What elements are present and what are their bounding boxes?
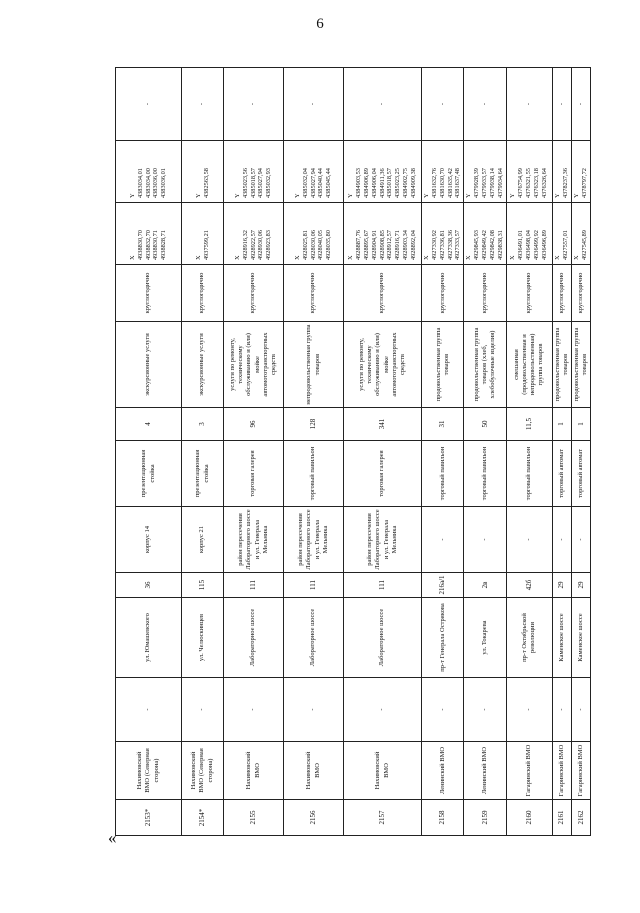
cell-house: 42б <box>506 573 552 598</box>
rotated-table-wrapper <box>115 68 588 836</box>
cell-specialization: продовольственная группа товаров <box>571 322 590 408</box>
cell-district: Нахимовский ВМО <box>284 742 344 800</box>
cell-col3: - <box>182 678 224 742</box>
table-row <box>182 68 224 836</box>
table-row <box>224 68 284 836</box>
cell-house: 115 <box>182 573 224 598</box>
cell-period: круглогодично <box>464 265 506 322</box>
cell-no: 2160 <box>506 800 552 836</box>
cell-type: торговый павильон <box>464 441 506 507</box>
cell-district: Нахимовский ВМО (Северная сторона) <box>182 742 224 800</box>
cell-district: Ленинский ВМО <box>422 742 464 800</box>
cell-street: ул. Челюскинцев <box>182 598 224 678</box>
cell-type: торговый автомат <box>571 441 590 507</box>
cell-col3: - <box>284 678 344 742</box>
cell-type: торговый павильон <box>506 441 552 507</box>
cell-landmark: - <box>464 507 506 573</box>
cell-period: круглогодично <box>422 265 464 322</box>
cell-area: 1 <box>571 408 590 441</box>
cell-period: круглогодично <box>224 265 284 322</box>
cell-type: презентационная стойка <box>182 441 224 507</box>
cell-district: Ленинский ВМО <box>464 742 506 800</box>
cell-col3: - <box>116 678 182 742</box>
cell-x: X 4929845,93 4929849,42 4929842,08 4929838,31 <box>464 203 506 265</box>
opening-quote-mark: « <box>108 828 114 847</box>
cell-area: 341 <box>344 408 422 441</box>
cell-specialization: непродовольственная группа товаров <box>284 322 344 408</box>
cell-landmark: - <box>422 507 464 573</box>
cell-landmark: район пересечения Лабораторного шоссе и ул. Генерала Мельника <box>224 507 284 573</box>
cell-last: - <box>224 68 284 141</box>
cell-area: 11,5 <box>506 408 552 441</box>
cell-house: 111 <box>284 573 344 598</box>
cell-col3: - <box>422 678 464 742</box>
cell-landmark: - <box>506 507 552 573</box>
cell-y: Y 4376754,99 4376321,55 4376323,18 4376326,64 <box>506 141 552 203</box>
cell-specialization: продовольственная группа товаров <box>552 322 571 408</box>
cell-no: 2153* <box>116 800 182 836</box>
cell-house: 29 <box>571 573 590 598</box>
page-number: 6 <box>316 16 324 32</box>
cell-col3: - <box>464 678 506 742</box>
cell-last: - <box>182 68 224 141</box>
cell-x: X 4927557,01 <box>552 203 571 265</box>
cell-area: 128 <box>284 408 344 441</box>
table-row <box>284 68 344 836</box>
cell-landmark: район пересечения Лабораторного шоссе и ул. Генерала Мельника <box>344 507 422 573</box>
cell-specialization: экскурсионные услуги <box>116 322 182 408</box>
cell-y: Y 4382563,58 <box>182 141 224 203</box>
cell-type: торговый павильон <box>422 441 464 507</box>
cell-district: Гагаринский ВМО <box>571 742 590 800</box>
cell-area: 31 <box>422 408 464 441</box>
cell-specialization: услуги по ремонту, техническому обслуживанию и (или) мойке автомототранспортных средств <box>344 322 422 408</box>
cell-last: - <box>506 68 552 141</box>
cell-period: круглогодично <box>182 265 224 322</box>
cell-street: Каменское шоссе <box>552 598 571 678</box>
cell-last: - <box>284 68 344 141</box>
cell-street: Каменское шоссе <box>571 598 590 678</box>
cell-x: X 4936491,01 4936498,04 4936499,92 4936496,89 <box>506 203 552 265</box>
cell-no: 2155 <box>224 800 284 836</box>
cell-y: Y 4378797,72 <box>571 141 590 203</box>
cell-area: 3 <box>182 408 224 441</box>
cell-house: 2в <box>464 573 506 598</box>
cell-type: презентационная стойка <box>116 441 182 507</box>
cell-street: пр-т Генерала Острякова <box>422 598 464 678</box>
cell-x: X 4928025,81 4928030,06 4928040,05 4928035,80 <box>284 203 344 265</box>
cell-period: круглогодично <box>284 265 344 322</box>
cell-house: 29 <box>552 573 571 598</box>
cell-x: X 4937599,21 <box>182 203 224 265</box>
cell-street: Лабораторное шоссе <box>224 598 284 678</box>
cell-house: 111 <box>224 573 284 598</box>
table-row <box>344 68 422 836</box>
cell-area: 96 <box>224 408 284 441</box>
cell-y: Y 4379928,39 4379933,57 4379938,14 4379934,64 <box>464 141 506 203</box>
cell-specialization: продовольственная группа товаров (хлеб, хлебобулочные изделия) <box>464 322 506 408</box>
cell-street: Лабораторное шоссе <box>344 598 422 678</box>
cell-no: 2158 <box>422 800 464 836</box>
cell-y: Y 4385023,56 4385018,57 4385027,94 4385032,93 <box>224 141 284 203</box>
cell-type: торговая галерея <box>344 441 422 507</box>
cell-last: - <box>571 68 590 141</box>
cell-period: круглогодично <box>571 265 590 322</box>
cell-col3: - <box>344 678 422 742</box>
cell-specialization: продовольственная группа товаров <box>422 322 464 408</box>
cell-period: круглогодично <box>344 265 422 322</box>
cell-street: ул. Юмашевского <box>116 598 182 678</box>
cell-no: 2157 <box>344 800 422 836</box>
cell-street: ул. Токарева <box>464 598 506 678</box>
cell-house: 111 <box>344 573 422 598</box>
cell-district: Нахимовский ВМО (Северная сторона) <box>116 742 182 800</box>
cell-x: X 4927330,92 4927336,81 4927338,36 4927333,57 <box>422 203 464 265</box>
cell-landmark: - <box>552 507 571 573</box>
cell-x: X 4927545,89 <box>571 203 590 265</box>
cell-specialization: экскурсионные услуги <box>182 322 224 408</box>
cell-last: - <box>552 68 571 141</box>
cell-specialization: смешанная (продовольственная и непродовольственная) группа товаров <box>506 322 552 408</box>
cell-col3: - <box>506 678 552 742</box>
table-row <box>422 68 464 836</box>
cell-house: 216а/1 <box>422 573 464 598</box>
table-row <box>464 68 506 836</box>
cell-specialization: услуги по ремонту, техническому обслуживанию и (или) мойке автомототранспортных средств <box>224 322 284 408</box>
trade-objects-table <box>115 67 591 836</box>
cell-area: 4 <box>116 408 182 441</box>
cell-last: - <box>116 68 182 141</box>
cell-y: Y 4385032,04 4385027,94 4385040,44 4385045,44 <box>284 141 344 203</box>
cell-type: торговый автомат <box>552 441 571 507</box>
cell-house: 36 <box>116 573 182 598</box>
cell-street: пр-т Октябрьской революции <box>506 598 552 678</box>
cell-area: 50 <box>464 408 506 441</box>
cell-y: Y 4381632,76 4381630,70 4381635,42 4381637,48 <box>422 141 464 203</box>
cell-y: Y 4383034,01 4383034,00 4383036,00 4383036,01 <box>116 141 182 203</box>
cell-period: круглогодично <box>116 265 182 322</box>
cell-district: Нахимовский ВМО <box>344 742 422 800</box>
cell-y: Y 4384903,53 4384906,89 4384906,04 4384911,36 4385018,57 4385023,25 4384902,75 4384909,38 <box>344 141 422 203</box>
cell-landmark: район пересечения Лабораторного шоссе и ул. Генерала Мельника <box>284 507 344 573</box>
cell-x: X 4928887,76 4928895,67 4928904,91 4928908,85 4928912,57 4928916,71 4928903,34 4928892,04 <box>344 203 422 265</box>
cell-period: круглогодично <box>506 265 552 322</box>
cell-col3: - <box>571 678 590 742</box>
table-row <box>571 68 590 836</box>
cell-last: - <box>344 68 422 141</box>
cell-type: торговая галерея <box>224 441 284 507</box>
cell-col3: - <box>552 678 571 742</box>
cell-y: Y 4378237,36 <box>552 141 571 203</box>
cell-landmark: корпус 21 <box>182 507 224 573</box>
cell-district: Гагаринский ВМО <box>552 742 571 800</box>
cell-no: 2156 <box>284 800 344 836</box>
cell-no: 2154* <box>182 800 224 836</box>
cell-col3: - <box>224 678 284 742</box>
cell-period: круглогодично <box>552 265 571 322</box>
cell-last: - <box>422 68 464 141</box>
cell-landmark: корпус 14 <box>116 507 182 573</box>
cell-no: 2161 <box>552 800 571 836</box>
cell-x: X 4928916,32 4928922,57 4928930,06 4928923,83 <box>224 203 284 265</box>
cell-area: 1 <box>552 408 571 441</box>
cell-last: - <box>464 68 506 141</box>
table-row <box>116 68 182 836</box>
cell-street: Лабораторное шоссе <box>284 598 344 678</box>
cell-district: Нахимовский ВМО <box>224 742 284 800</box>
cell-no: 2159 <box>464 800 506 836</box>
table-row <box>552 68 571 836</box>
table-row <box>506 68 552 836</box>
cell-landmark: - <box>571 507 590 573</box>
cell-x: X 4938830,70 4938832,70 4938830,71 4938828,71 <box>116 203 182 265</box>
cell-district: Гагаринский ВМО <box>506 742 552 800</box>
cell-type: торговый павильон <box>284 441 344 507</box>
cell-no: 2162 <box>571 800 590 836</box>
